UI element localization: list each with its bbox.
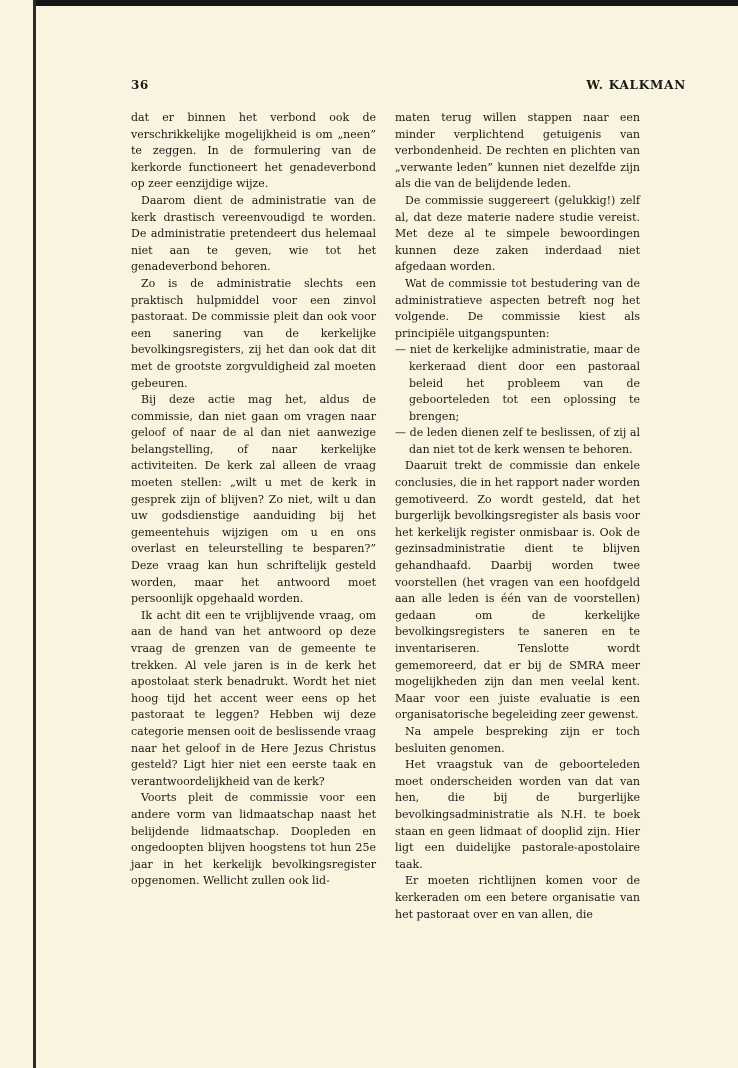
right-text-column [395,110,640,923]
paragraph: maten terug willen stappen naar een minder verplichtend getuigenis van verbondenheid. De rechten en plichten van „verwante leden” kunnen niet dezelfde zijn als die van de belijdende leden. [395,111,640,191]
list-item: — de leden dienen zelf te beslissen, of zij al dan niet tot de kerk wensen te behoren. [395,426,640,456]
running-head-author: W. KALKMAN [586,78,686,92]
page-number: 36 [131,78,149,92]
paragraph: Daarom dient de administratie van de kerk drastisch vereenvoudigd te worden. De administratie pretendeert dus helemaal niet aan te geven, wie tot het genadeverbond behoren. [131,193,376,274]
list-item: — niet de kerkelijke administratie, maar de kerkeraad dient door een pastoraal beleid het probleem van de geboorteleden tot een oplossing te brengen; [395,343,640,423]
paragraph: Het vraagstuk van de geboorteleden moet onderscheiden worden van dat van hen, die bij de burgerlijke bevolkingsadministratie als N.H. te boek staan en geen lidmaat of dooplid zijn. Hier ligt een duidelijke pastorale-apostolaire taak. [395,758,640,871]
scan-left-edge [33,0,36,1068]
paragraph: Voorts pleit de commissie voor een andere vorm van lidmaatschap naast het belijdende lidmaatschap. Doopleden en ongedoopten blijven hoogstens tot hun 25e jaar in het kerkelijk bevolkingsregister opgenomen. Wellicht zullen ook lid- [131,791,376,888]
left-text-column [131,110,376,890]
paragraph: Zo is de administratie slechts een praktisch hulpmiddel voor een zinvol pastoraat. De commissie pleit dan ook voor een sanering van de kerkelijke bevolkingsregisters, zij het dan ook dat dit met de grootste zorgvuldigheid zal moeten gebeuren. [131,276,376,390]
paragraph: Na ampele bespreking zijn er toch besluiten genomen. [395,724,640,755]
paragraph: Wat de commissie tot bestudering van de administratieve aspecten betreft nog het volgende. De commissie kiest als principiële uitgangspunten: [395,276,640,340]
paragraph: dat er binnen het verbond ook de verschrikkelijke mogelijkheid is om „neen” te zeggen. In de formulering van de kerkorde functioneert het genadeverbond op zeer eenzijdige wijze. [131,111,376,191]
scan-top-edge [33,0,738,6]
paragraph: Daaruit trekt de commissie dan enkele conclusies, die in het rapport nader worden gemotiveerd. Zo wordt gesteld, dat het burgerlijk bevolkingsregister als basis voor het kerkelijk register onmisbaar is. Ook de gezinsadministratie dient te blijven gehandhaafd. Daarbij worden twee voorstellen (het vragen van een hoofdgeld aan alle leden is één van de voorstellen) gedaan om de kerkelijke bevolkingsregisters te saneren en te inventariseren. Tenslotte wordt gememoreerd, dat er bij de SMRA meer mogelijkheden zijn dan men veelal kent. Maar voor een juiste evaluatie is een organisatorische begeleiding zeer gewenst. [395,459,640,722]
paragraph: Bij deze actie mag het, aldus de commissie, dan niet gaan om vragen naar geloof of naar de al dan niet aanwezige belangstelling, of naar kerkelijke activiteiten. De kerk zal alleen de vraag moeten stellen: „wilt u met de kerk in gesprek zijn of blijven? Zo niet, wilt u dan uw godsdienstige aanduiding bij het gemeentehuis wijzigen om u en ons overlast en teleurstelling te besparen?” Deze vraag kan hun schriftelijk gesteld worden, maar het antwoord moet persoonlijk opgehaald worden. [131,393,376,606]
paragraph: De commissie suggereert (gelukkig!) zelf al, dat deze materie nadere studie vereist. Met deze al te simpele bewoordingen kunnen deze zaken inderdaad niet afgedaan worden. [395,193,640,274]
paragraph: Ik acht dit een te vrijblijvende vraag, om aan de hand van het antwoord op deze vraag de grenzen van de gemeente te trekken. Al vele jaren is in de kerk het apostolaat sterk benadrukt. Wordt het niet hoog tijd het accent weer eens op het pastoraat te leggen? Hebben wij deze categorie mensen ooit de beslissende vraag naar het geloof in de Here Jezus Christus gesteld? Ligt hier niet een eerste taak en verantwoordelijkheid van de kerk? [131,608,376,788]
paragraph: Er moeten richtlijnen komen voor de kerkeraden om een betere organisatie van het pastoraat over en van allen, die [395,874,640,921]
